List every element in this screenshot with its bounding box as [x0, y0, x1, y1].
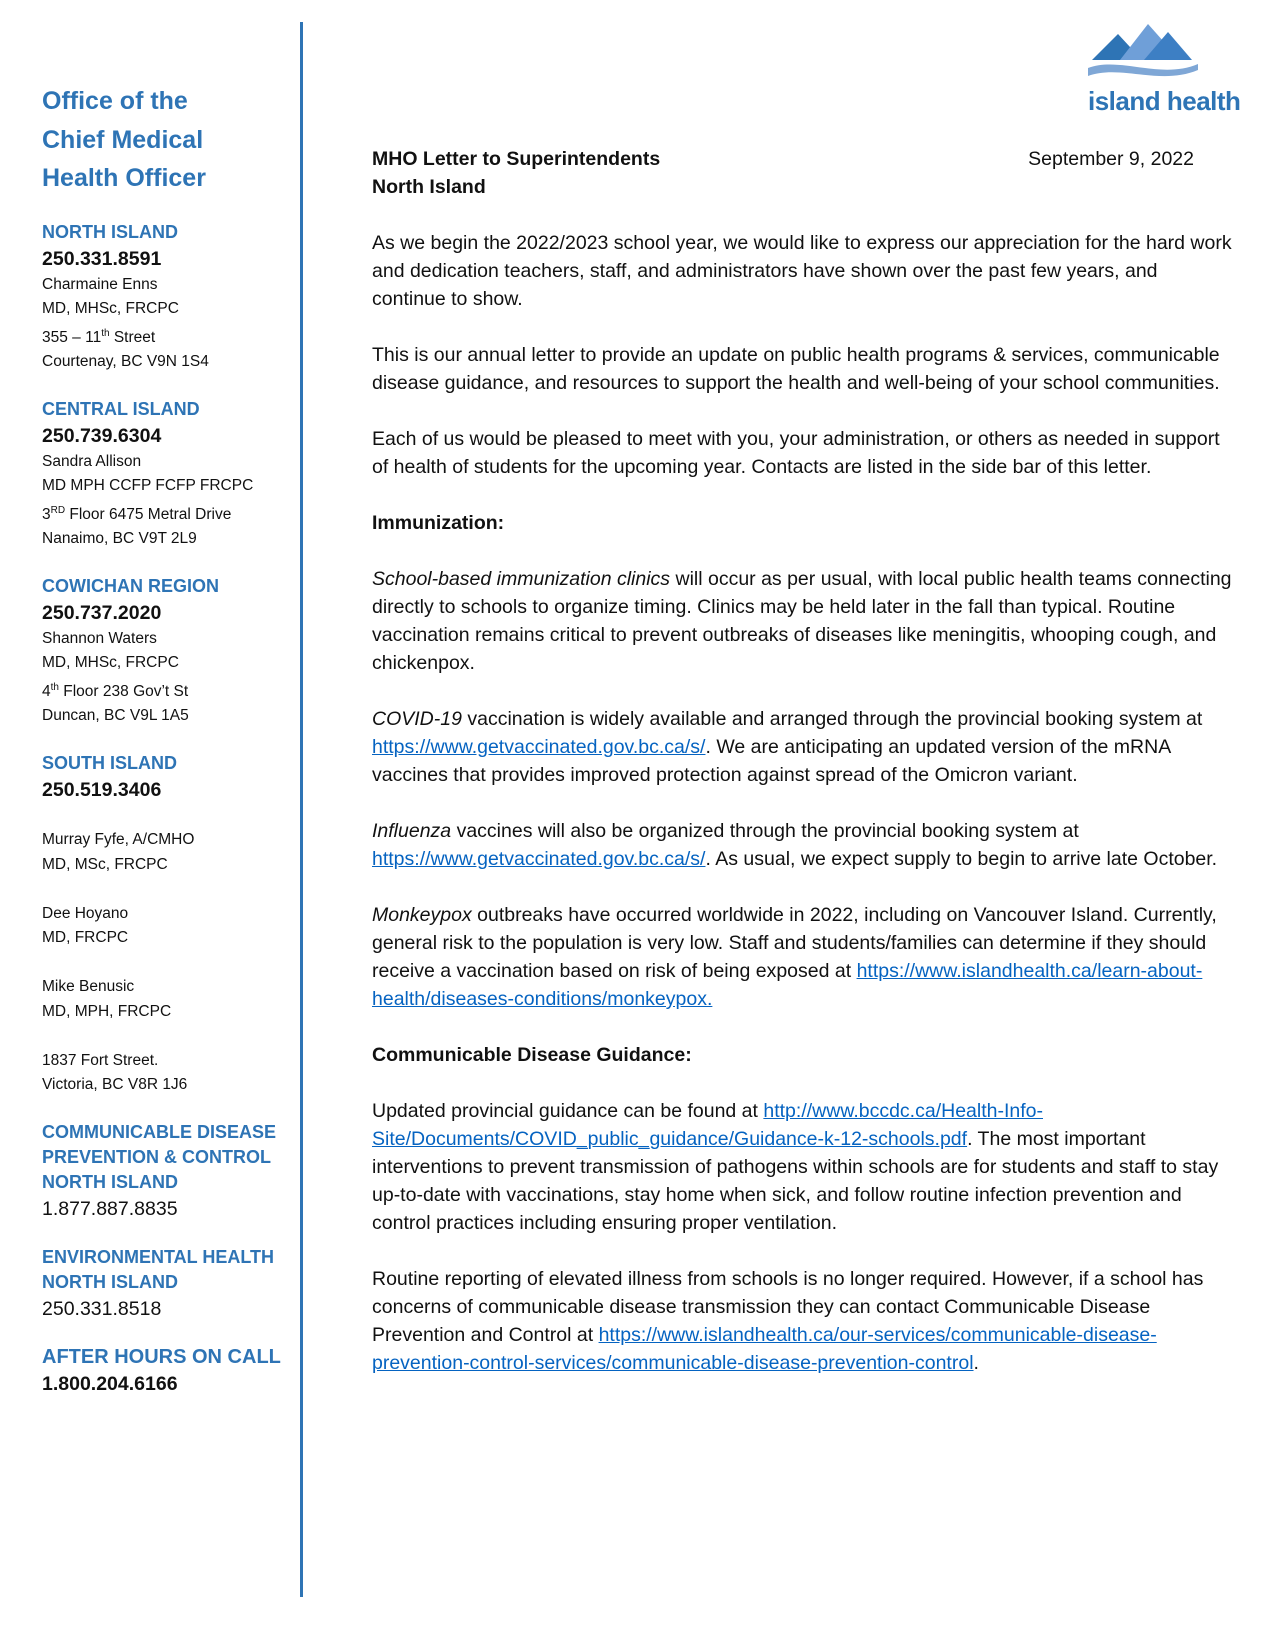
paragraph-purpose: This is our annual letter to provide an update on public health programs & services, communicable disease guidance, and resources to support the health and well-being of your school communities. [372, 344, 1220, 394]
cowichan-region-heading: COWICHAN REGION [42, 575, 219, 596]
cdpc-heading-line-1: COMMUNICABLE DISEASE [42, 1121, 277, 1142]
paragraph-school-clinics: School-based immunization clinics will occur as per usual, with local public health teams connecting directly to schools to organize timing. Clinics may be held later in the fall than typical. Routine vaccination remains critical to prevent outbreaks of diseases like meningitis, whooping cough, and chickenpox. [372, 568, 1232, 674]
contact-credentials: MD, MSc, FRCPC [42, 855, 168, 873]
contact-credentials: MD, MHSc, FRCPC [42, 654, 179, 672]
contact-name: Shannon Waters [42, 629, 157, 647]
cowichan-region-phone[interactable]: 250.737.2020 [42, 601, 162, 624]
address-line-2: Nanaimo, BC V9T 2L9 [42, 530, 197, 548]
address-line-1: 355 – 11th Street [42, 327, 156, 346]
env-heading-line-1: ENVIRONMENTAL HEALTH [42, 1246, 274, 1267]
paragraph-reporting: Routine reporting of elevated illness from schools is no longer required. However, if a school has concerns of communicable disease transmission they can contact Communicable Disease Prevention and Control at https://www.islandhealth.ca/our-services/communicable-disease-prevention-control-services/communicable-disease-prevention-control. [372, 1268, 1204, 1374]
monkeypox-link[interactable]: https://www.islandhealth.ca/learn-about-health/diseases-conditions/monkeypox. [372, 960, 1203, 1010]
central-island-section [42, 397, 292, 552]
environmental-health-section [42, 1245, 292, 1323]
letter-subtitle: North Island [372, 176, 486, 198]
cdpc-section [42, 1120, 292, 1223]
contact-credentials: MD MPH CCFP FCFP FRCPC [42, 477, 254, 495]
central-island-heading: CENTRAL ISLAND [42, 398, 200, 419]
island-health-logo-text: island health [1088, 86, 1241, 116]
contact-name: Sandra Allison [42, 452, 142, 470]
paragraph-intro: As we begin the 2022/2023 school year, we would like to express our appreciation for the hard work and dedication teachers, staff, and administrators have shown over the past few years, and continue to show. [372, 232, 1232, 310]
paragraph-contacts: Each of us would be pleased to meet with you, your administration, or others as needed in support of health of students for the upcoming year. Contacts are listed in the side bar of this letter. [372, 428, 1220, 478]
cdpc-heading-line-3: NORTH ISLAND [42, 1171, 178, 1192]
south-island-phone[interactable]: 250.519.3406 [42, 778, 162, 801]
contact-name: Charmaine Enns [42, 275, 158, 293]
getvaccinated-link[interactable]: https://www.getvaccinated.gov.bc.ca/s/ [372, 736, 706, 758]
address-line-2: Courtenay, BC V9N 1S4 [42, 353, 209, 371]
contact-credentials: MD, FRCPC [42, 929, 129, 947]
address-line-1: 3RD Floor 6475 Metral Drive [42, 504, 232, 523]
letter-date: September 9, 2022 [1028, 148, 1194, 170]
address-line-1: 4th Floor 238 Gov’t St [42, 681, 189, 700]
letter-header [372, 145, 1232, 173]
immunization-heading: Immunization: [372, 512, 505, 534]
address-line-2: Duncan, BC V9L 1A5 [42, 707, 189, 725]
address-line-2: Victoria, BC V8R 1J6 [42, 1076, 188, 1094]
contact-credentials: MD, MPH, FRCPC [42, 1002, 172, 1020]
south-island-section [42, 751, 292, 1098]
paragraph-monkeypox: Monkeypox outbreaks have occurred worldwide in 2022, including on Vancouver Island. Currently, general risk to the population is very low. Staff and students/families can determine if they should receive a vaccination based on risk of being exposed at https://www.islandhealth.ca/learn-about-health/diseases-conditions/monkeypox. [372, 904, 1217, 1010]
office-title: Office of the Chief Medical Health Officer [42, 87, 206, 192]
paragraph-provincial-guidance: Updated provincial guidance can be found at http://www.bccdc.ca/Health-Info-Site/Documents/COVID_public_guidance/Guidance-k-12-schools.pdf. The most important interventions to prevent transmission of pathogens within schools are for students and staff to stay up-to-date with vaccinations, stay home when sick, and follow routine infection prevention and control practices including ensuring proper ventilation. [372, 1100, 1219, 1234]
getvaccinated-link[interactable]: https://www.getvaccinated.gov.bc.ca/s/ [372, 848, 706, 870]
after-hours-phone[interactable]: 1.800.204.6166 [42, 1372, 178, 1395]
address-line-1: 1837 Fort Street. [42, 1051, 159, 1069]
north-island-phone[interactable]: 250.331.8591 [42, 247, 162, 270]
north-island-heading: NORTH ISLAND [42, 221, 178, 242]
sidebar-contacts [42, 82, 292, 1398]
bccdc-guidance-link[interactable]: http://www.bccdc.ca/Health-Info-Site/Documents/COVID_public_guidance/Guidance-k-12-schools.pdf [372, 1100, 1043, 1150]
after-hours-heading: AFTER HOURS ON CALL [42, 1345, 281, 1368]
cd-guidance-heading: Communicable Disease Guidance: [372, 1044, 692, 1066]
cdpc-phone[interactable]: 1.877.887.8835 [42, 1197, 178, 1220]
north-island-section [42, 220, 292, 375]
contact-credentials: MD, MHSc, FRCPC [42, 300, 179, 317]
contact-name: Dee Hoyano [42, 904, 129, 922]
cdpc-link[interactable]: https://www.islandhealth.ca/our-services/communicable-disease-prevention-control-services/communicable-disease-prevention-control [372, 1324, 1157, 1374]
cdpc-heading-line-2: PREVENTION & CONTROL [42, 1146, 272, 1167]
paragraph-covid: COVID-19 vaccination is widely available and arranged through the provincial booking system at https://www.getvaccinated.gov.bc.ca/s/. We are anticipating an updated version of the mRNA vaccines that provides improved protection against spread of the Omicron variant. [372, 708, 1203, 786]
cowichan-region-section [42, 574, 292, 729]
letter-title: MHO Letter to Superintendents [372, 148, 661, 170]
env-phone[interactable]: 250.331.8518 [42, 1297, 162, 1320]
env-heading-line-2: NORTH ISLAND [42, 1271, 178, 1292]
after-hours-section [42, 1345, 292, 1398]
paragraph-influenza: Influenza vaccines will also be organized through the provincial booking system at https://www.getvaccinated.gov.bc.ca/s/. As usual, we expect supply to begin to arrive late October. [372, 820, 1218, 870]
letter-body [372, 145, 1232, 1405]
contact-name: Murray Fyfe, A/CMHO [42, 831, 195, 849]
south-island-heading: SOUTH ISLAND [42, 752, 177, 773]
contact-name: Mike Benusic [42, 978, 135, 996]
vertical-divider [300, 22, 303, 1597]
central-island-phone[interactable]: 250.739.6304 [42, 424, 162, 447]
